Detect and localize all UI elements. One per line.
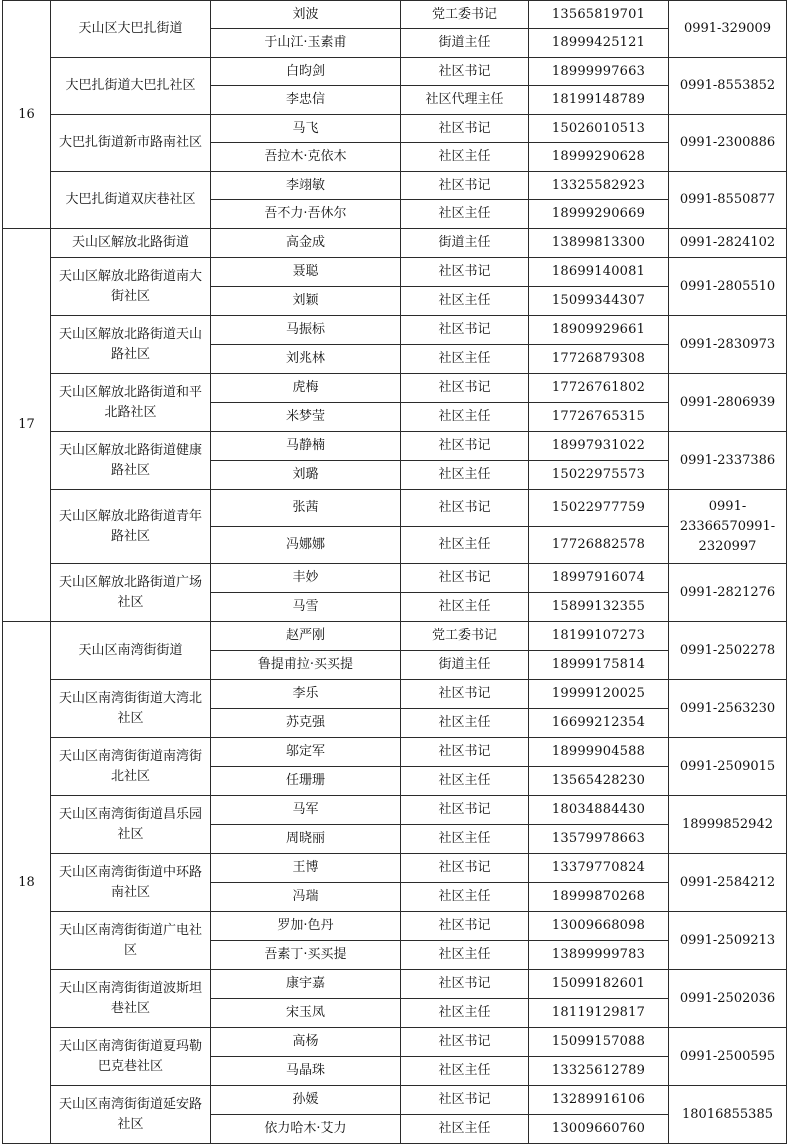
mobile-number: 15022975573 (529, 461, 669, 490)
mobile-number: 13579978663 (529, 825, 669, 854)
office-phone: 0991-23366570991-2320997 (669, 490, 787, 564)
table-row (3, 58, 787, 86)
mobile-number: 13899999783 (529, 941, 669, 970)
table-row (3, 912, 787, 941)
mobile-number: 15899132355 (529, 593, 669, 622)
office-phone: 0991-2830973 (669, 316, 787, 374)
person-role: 社区主任 (401, 825, 529, 854)
person-role: 社区书记 (401, 58, 529, 86)
unit-name: 天山区南湾街街道昌乐园社区 (51, 796, 211, 854)
office-phone: 0991-329009 (669, 1, 787, 58)
office-phone: 0991-2584212 (669, 854, 787, 912)
person-role: 社区书记 (401, 970, 529, 999)
office-phone: 0991-2509015 (669, 738, 787, 796)
mobile-number: 17726882578 (529, 527, 669, 564)
unit-name: 天山区解放北路街道和平北路社区 (51, 374, 211, 432)
person-role: 社区主任 (401, 200, 529, 229)
person-name: 马静楠 (211, 432, 401, 461)
mobile-number: 18999290669 (529, 200, 669, 229)
mobile-number: 18999425121 (529, 29, 669, 58)
office-phone: 0991-2805510 (669, 258, 787, 316)
office-phone: 0991-2337386 (669, 432, 787, 490)
table-row (3, 490, 787, 527)
mobile-number: 18999175814 (529, 651, 669, 680)
mobile-number: 18997931022 (529, 432, 669, 461)
person-name: 康宇嘉 (211, 970, 401, 999)
unit-name: 天山区解放北路街道广场社区 (51, 564, 211, 622)
table-row (3, 1086, 787, 1115)
person-name: 冯瑞 (211, 883, 401, 912)
mobile-number: 18999997663 (529, 58, 669, 86)
person-role: 社区书记 (401, 432, 529, 461)
unit-name: 天山区解放北路街道青年路社区 (51, 490, 211, 564)
person-role: 社区代理主任 (401, 86, 529, 115)
unit-name: 天山区解放北路街道天山路社区 (51, 316, 211, 374)
person-role: 社区书记 (401, 374, 529, 403)
person-name: 冯娜娜 (211, 527, 401, 564)
table-row (3, 229, 787, 258)
office-phone: 0991-2300886 (669, 115, 787, 172)
person-role: 街道主任 (401, 29, 529, 58)
unit-name: 天山区南湾街街道广电社区 (51, 912, 211, 970)
mobile-number: 15099182601 (529, 970, 669, 999)
mobile-number: 13289916106 (529, 1086, 669, 1115)
unit-name: 大巴扎街道大巴扎社区 (51, 58, 211, 115)
person-role: 社区主任 (401, 287, 529, 316)
contact-table (2, 0, 787, 1144)
person-name: 李忠信 (211, 86, 401, 115)
person-role: 社区主任 (401, 709, 529, 738)
person-role: 社区书记 (401, 490, 529, 527)
unit-name: 天山区解放北路街道健康路社区 (51, 432, 211, 490)
person-name: 邬定军 (211, 738, 401, 767)
person-name: 孙媛 (211, 1086, 401, 1115)
person-name: 马军 (211, 796, 401, 825)
office-phone: 0991-2824102 (669, 229, 787, 258)
person-role: 社区主任 (401, 345, 529, 374)
person-role: 党工委书记 (401, 622, 529, 651)
mobile-number: 18997916074 (529, 564, 669, 593)
person-role: 社区主任 (401, 1115, 529, 1144)
person-role: 社区主任 (401, 941, 529, 970)
unit-name: 天山区南湾街街道南湾街北社区 (51, 738, 211, 796)
person-role: 社区书记 (401, 115, 529, 143)
table-row (3, 374, 787, 403)
unit-name: 大巴扎街道双庆巷社区 (51, 172, 211, 229)
group-number: 18 (3, 622, 51, 1144)
unit-name: 天山区南湾街街道中环路南社区 (51, 854, 211, 912)
person-role: 社区主任 (401, 1057, 529, 1086)
person-role: 社区书记 (401, 316, 529, 345)
person-role: 社区主任 (401, 461, 529, 490)
person-name: 米梦莹 (211, 403, 401, 432)
person-role: 社区书记 (401, 1028, 529, 1057)
table-row (3, 738, 787, 767)
unit-name: 天山区南湾街街道波斯坦巷社区 (51, 970, 211, 1028)
mobile-number: 17726765315 (529, 403, 669, 432)
table-row (3, 172, 787, 200)
person-name: 刘颖 (211, 287, 401, 316)
mobile-number: 15022977759 (529, 490, 669, 527)
person-name: 任珊珊 (211, 767, 401, 796)
mobile-number: 18699140081 (529, 258, 669, 287)
person-name: 高金成 (211, 229, 401, 258)
table-row (3, 564, 787, 593)
table-row (3, 432, 787, 461)
office-phone: 0991-2821276 (669, 564, 787, 622)
unit-name: 大巴扎街道新市路南社区 (51, 115, 211, 172)
mobile-number: 19999120025 (529, 680, 669, 709)
table-row (3, 1, 787, 29)
person-name: 丰妙 (211, 564, 401, 593)
mobile-number: 17726761802 (529, 374, 669, 403)
mobile-number: 13899813300 (529, 229, 669, 258)
person-name: 马飞 (211, 115, 401, 143)
mobile-number: 13379770824 (529, 854, 669, 883)
person-name: 赵严刚 (211, 622, 401, 651)
table-row (3, 854, 787, 883)
table-row (3, 115, 787, 143)
table-row (3, 680, 787, 709)
office-phone: 0991-8550877 (669, 172, 787, 229)
unit-name: 天山区解放北路街道 (51, 229, 211, 258)
mobile-number: 15099157088 (529, 1028, 669, 1057)
person-name: 鲁提甫拉·买买提 (211, 651, 401, 680)
mobile-number: 15099344307 (529, 287, 669, 316)
person-name: 马振标 (211, 316, 401, 345)
mobile-number: 18999904588 (529, 738, 669, 767)
person-role: 社区书记 (401, 680, 529, 709)
mobile-number: 18199107273 (529, 622, 669, 651)
person-name: 于山江·玉素甫 (211, 29, 401, 58)
person-role: 社区书记 (401, 912, 529, 941)
office-phone: 18999852942 (669, 796, 787, 854)
person-name: 高杨 (211, 1028, 401, 1057)
person-name: 马雪 (211, 593, 401, 622)
person-role: 党工委书记 (401, 1, 529, 29)
unit-name: 天山区解放北路街道南大街社区 (51, 258, 211, 316)
table-row (3, 796, 787, 825)
person-name: 依力哈木·艾力 (211, 1115, 401, 1144)
person-role: 社区书记 (401, 1086, 529, 1115)
office-phone: 18016855385 (669, 1086, 787, 1144)
mobile-number: 13009660760 (529, 1115, 669, 1144)
person-name: 马晶珠 (211, 1057, 401, 1086)
person-name: 李乐 (211, 680, 401, 709)
person-role: 社区书记 (401, 172, 529, 200)
mobile-number: 13325612789 (529, 1057, 669, 1086)
person-name: 苏克强 (211, 709, 401, 738)
mobile-number: 18999290628 (529, 143, 669, 172)
table-row (3, 258, 787, 287)
person-name: 虎梅 (211, 374, 401, 403)
person-name: 刘璐 (211, 461, 401, 490)
person-role: 社区书记 (401, 796, 529, 825)
office-phone: 0991-2502036 (669, 970, 787, 1028)
person-role: 社区主任 (401, 143, 529, 172)
office-phone: 0991-2500595 (669, 1028, 787, 1086)
person-name: 刘波 (211, 1, 401, 29)
unit-name: 天山区南湾街街道 (51, 622, 211, 680)
mobile-number: 18199148789 (529, 86, 669, 115)
person-role: 社区书记 (401, 854, 529, 883)
person-role: 社区主任 (401, 593, 529, 622)
person-role: 街道主任 (401, 651, 529, 680)
mobile-number: 16699212354 (529, 709, 669, 738)
mobile-number: 18909929661 (529, 316, 669, 345)
person-role: 社区主任 (401, 883, 529, 912)
mobile-number: 13009668098 (529, 912, 669, 941)
office-phone: 0991-2806939 (669, 374, 787, 432)
group-number: 17 (3, 229, 51, 622)
person-name: 吾拉木·克依木 (211, 143, 401, 172)
unit-name: 天山区大巴扎街道 (51, 1, 211, 58)
office-phone: 0991-2563230 (669, 680, 787, 738)
person-name: 王博 (211, 854, 401, 883)
person-name: 宋玉凤 (211, 999, 401, 1028)
person-role: 社区主任 (401, 403, 529, 432)
table-row (3, 1028, 787, 1057)
person-role: 社区书记 (401, 738, 529, 767)
group-number: 16 (3, 1, 51, 229)
office-phone: 0991-2502278 (669, 622, 787, 680)
mobile-number: 13325582923 (529, 172, 669, 200)
person-role: 社区书记 (401, 564, 529, 593)
table-row (3, 622, 787, 651)
person-name: 周晓丽 (211, 825, 401, 854)
mobile-number: 18034884430 (529, 796, 669, 825)
person-name: 刘兆林 (211, 345, 401, 374)
office-phone: 0991-2509213 (669, 912, 787, 970)
person-name: 张茜 (211, 490, 401, 527)
person-role: 街道主任 (401, 229, 529, 258)
person-role: 社区主任 (401, 527, 529, 564)
table-row (3, 316, 787, 345)
table-row (3, 970, 787, 999)
mobile-number: 13565819701 (529, 1, 669, 29)
mobile-number: 13565428230 (529, 767, 669, 796)
person-name: 罗加·色丹 (211, 912, 401, 941)
mobile-number: 15026010513 (529, 115, 669, 143)
person-name: 聂聪 (211, 258, 401, 287)
mobile-number: 17726879308 (529, 345, 669, 374)
person-name: 吾素丁·买买提 (211, 941, 401, 970)
person-role: 社区书记 (401, 258, 529, 287)
unit-name: 天山区南湾街街道大湾北社区 (51, 680, 211, 738)
unit-name: 天山区南湾街街道延安路社区 (51, 1086, 211, 1144)
person-name: 吾不力·吾休尔 (211, 200, 401, 229)
person-role: 社区主任 (401, 999, 529, 1028)
office-phone: 0991-8553852 (669, 58, 787, 115)
person-name: 白昀剑 (211, 58, 401, 86)
person-name: 李翊敏 (211, 172, 401, 200)
contact-table-body (3, 1, 787, 1144)
mobile-number: 18119129817 (529, 999, 669, 1028)
unit-name: 天山区南湾街街道夏玛勒巴克巷社区 (51, 1028, 211, 1086)
person-role: 社区主任 (401, 767, 529, 796)
mobile-number: 18999870268 (529, 883, 669, 912)
